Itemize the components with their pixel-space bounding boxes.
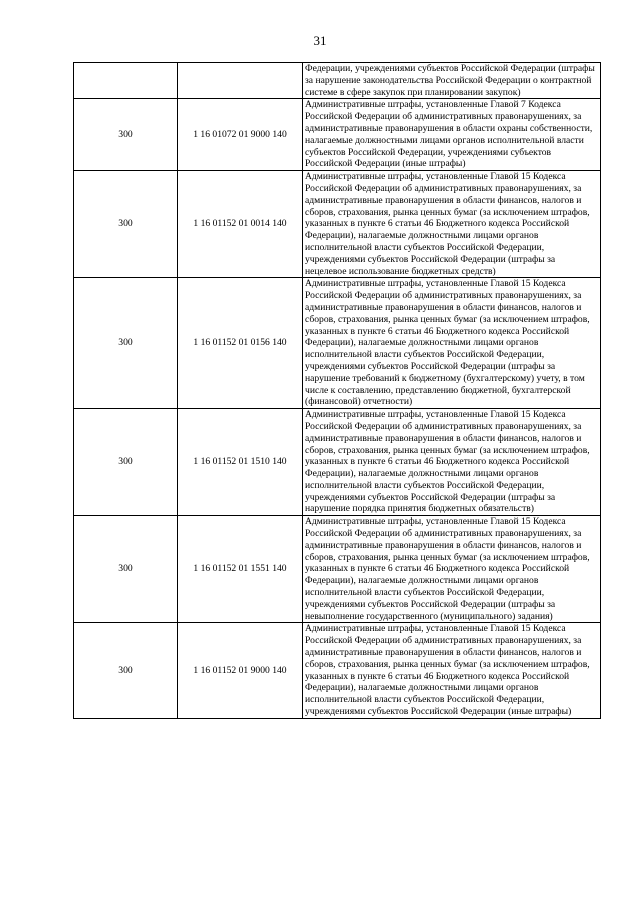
table-row [74,409,601,516]
description-cell: Административные штрафы, установленные Главой 7 Кодекса Российской Федерации об административных правонарушениях, за административные правонарушения в области охраны собственности, налагаемые должностными лицами органов исполнительной власти субъектов Российской Федерации, учреждениями субъектов Российской Федерации (иные штрафы) [303,99,601,171]
table-row [74,516,601,623]
description-cell: Административные штрафы, установленные Главой 15 Кодекса Российской Федерации об административных правонарушениях, за административные правонарушения в области финансов, налогов и сборов, страхования, рынка ценных бумаг (за исключением штрафов, указанных в пункте 6 статьи 46 Бюджетного кодекса Российской Федерации), налагаемые должностными лицами органов исполнительной власти субъектов Российской Федерации, учреждениями субъектов Российской Федерации (иные штрафы) [303,623,601,718]
budget-code-cell: 1 16 01152 01 0156 140 [178,278,303,409]
description-cell: Административные штрафы, установленные Главой 15 Кодекса Российской Федерации об административных правонарушениях, за административные правонарушения в области финансов, налогов и сборов, страхования, рынка ценных бумаг (за исключением штрафов, указанных в пункте 6 статьи 46 Бюджетного кодекса Российской Федерации), налагаемые должностными лицами органов исполнительной власти субъектов Российской Федерации, учреждениями субъектов Российской Федерации (штрафы за нарушение требований к бюджетному (бухгалтерскому) учету, в том числе к составлению, представлению бюджетной, бухгалтерской (финансовой) отчетности) [303,278,601,409]
budget-code-cell: 1 16 01152 01 1551 140 [178,516,303,623]
page-number: 31 [313,33,327,48]
admin-code-cell: 300 [74,623,178,718]
admin-code-cell: 300 [74,409,178,516]
table-row [74,623,601,718]
admin-code-cell: 300 [74,516,178,623]
budget-code-cell: 1 16 01152 01 1510 140 [178,409,303,516]
budget-code-cell: 1 16 01072 01 9000 140 [178,99,303,171]
budget-code-cell: 1 16 01152 01 9000 140 [178,623,303,718]
table-row [74,63,601,99]
admin-code-cell: 300 [74,171,178,278]
description-cell: Административные штрафы, установленные Главой 15 Кодекса Российской Федерации об административных правонарушениях, за административные правонарушения в области финансов, налогов и сборов, страхования, рынка ценных бумаг (за исключением штрафов, указанных в пункте 6 статьи 46 Бюджетного кодекса Российской Федерации), налагаемые должностными лицами органов исполнительной власти субъектов Российской Федерации, учреждениями субъектов Российской Федерации (штрафы за нарушение порядка принятия бюджетных обязательств) [303,409,601,516]
admin-code-cell [74,63,178,99]
admin-code-cell: 300 [74,278,178,409]
budget-code-cell: 1 16 01152 01 0014 140 [178,171,303,278]
description-cell: Административные штрафы, установленные Главой 15 Кодекса Российской Федерации об административных правонарушениях, за административные правонарушения в области финансов, налогов и сборов, страхования, рынка ценных бумаг (за исключением штрафов, указанных в пункте 6 статьи 46 Бюджетного кодекса Российской Федерации), налагаемые должностными лицами органов исполнительной власти субъектов Российской Федерации, учреждениями субъектов Российской Федерации (штрафы за невыполнение государственного (муниципального) задания) [303,516,601,623]
table-row [74,171,601,278]
revenue-classification-table [73,62,601,719]
admin-code-cell: 300 [74,99,178,171]
budget-code-cell [178,63,303,99]
description-cell: Административные штрафы, установленные Главой 15 Кодекса Российской Федерации об административных правонарушениях, за административные правонарушения в области финансов, налогов и сборов, страхования, рынка ценных бумаг (за исключением штрафов, указанных в пункте 6 статьи 46 Бюджетного кодекса Российской Федерации), налагаемые должностными лицами органов исполнительной власти субъектов Российской Федерации, учреждениями субъектов Российской Федерации (штрафы за нецелевое использование бюджетных средств) [303,171,601,278]
table-row [74,278,601,409]
table-row [74,99,601,171]
description-cell: Федерации, учреждениями субъектов Российской Федерации (штрафы за нарушение законодательства Российской Федерации о контрактной системе в сфере закупок при планировании закупок) [303,63,601,99]
